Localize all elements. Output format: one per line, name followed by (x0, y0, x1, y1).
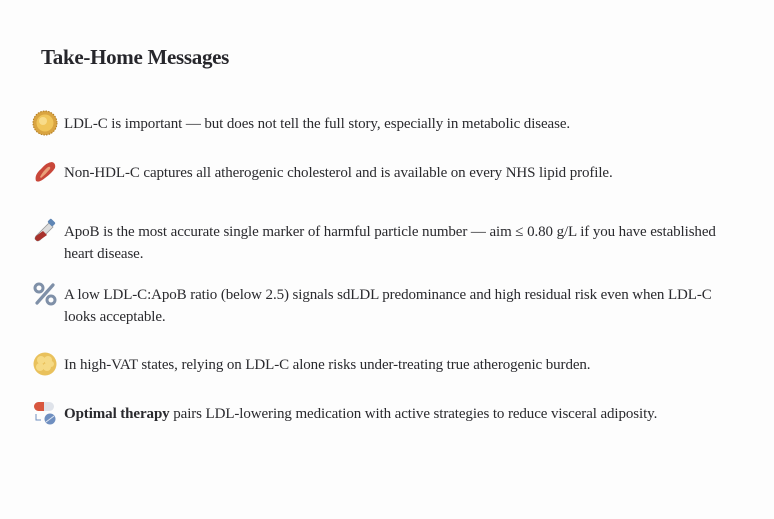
percent-icon (32, 281, 58, 307)
page-title: Take-Home Messages (41, 45, 230, 69)
item-text: LDL-C is important — but does not tell the full story, especially in metabolic disease. (64, 116, 571, 132)
item-text: ApoB is the most accurate single marker of harmful particle number — aim ≤ 0.80 g/L if you have established heart disease. (64, 224, 716, 262)
pills-icon (32, 400, 58, 426)
item-text (64, 403, 657, 425)
list-item (32, 221, 732, 265)
item-text: A low LDL-C:ApoB ratio (below 2.5) signals sdLDL predominance and high residual risk even when LDL-C looks acceptable. (64, 287, 712, 325)
list-item (32, 162, 732, 185)
list-item (32, 113, 732, 136)
item-text-bold: Optimal therapy (64, 406, 170, 422)
fat-cells-icon (32, 351, 58, 377)
ldl-particle-icon (32, 110, 58, 136)
item-text: In high-VAT states, relying on LDL-C alone risks under-treating true atherogenic burden. (64, 357, 591, 373)
artery-icon (32, 159, 58, 185)
item-text: Non-HDL-C captures all atherogenic cholesterol and is available on every NHS lipid profile. (64, 165, 613, 181)
list-item (32, 403, 732, 426)
list-item (32, 354, 732, 377)
blood-test-tube-icon (32, 218, 58, 244)
item-text-rest: pairs LDL-lowering medication with active strategies to reduce visceral adiposity. (169, 406, 658, 422)
list-item (32, 284, 732, 328)
